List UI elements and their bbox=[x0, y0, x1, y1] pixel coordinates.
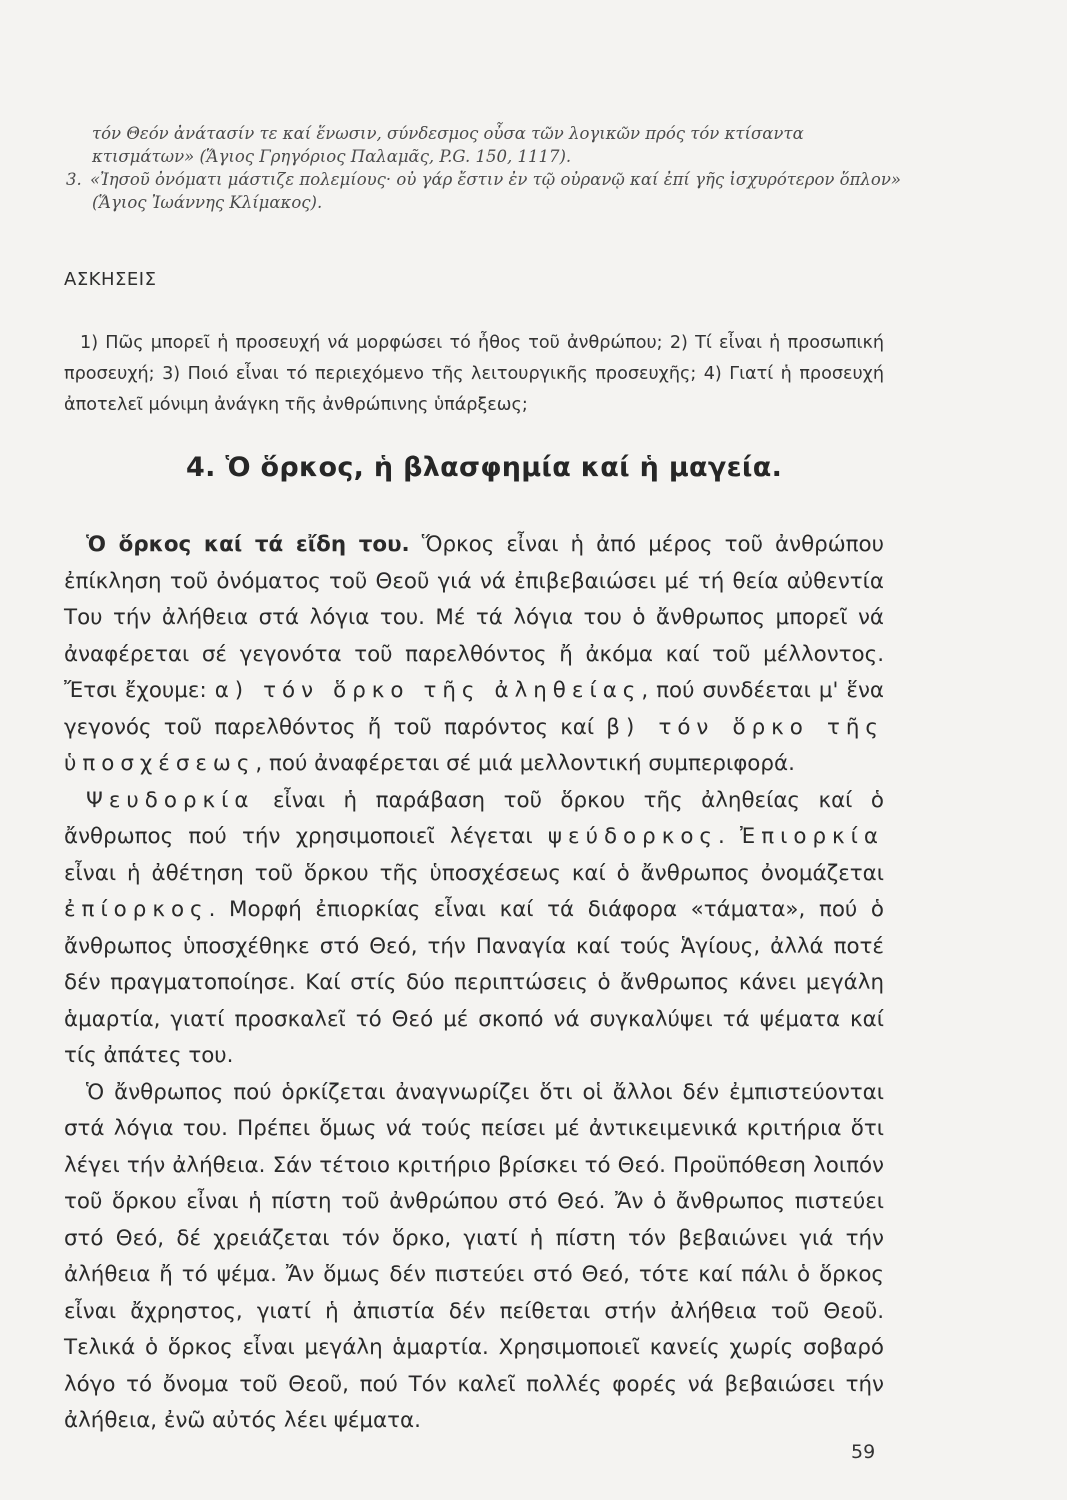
exercises-questions: 1) Πῶς μπορεῖ ἡ προσευχή νά μορφώσει τό ἦθος τοῦ ἀνθρώπου; 2) Τί εἶναι ἡ προσωπική προσευχή; 3) Ποιό εἶναι τό περιεχόμενο τῆς λειτουργικῆς προσευχῆς; 4) Γιατί ἡ προσευχή ἀποτελεῖ μόνιμη ἀνάγκη τῆς ἀνθρώπινης ὑπάρξεως; bbox=[64, 333, 884, 415]
paragraph-1-text-a: Ὅρκος εἶναι ἡ ἀπό μέρος τοῦ ἀνθρώπου ἐπίκληση τοῦ ὀνόματος τοῦ Θεοῦ γιά νά ἐπιβεβαιώσει μέ τή θεία αὐθεντία Του τήν ἀλήθεια στά λόγια του. Μέ τά λόγια του ὁ ἄνθρωπος μπορεῖ νά ἀναφέρεται σέ γεγονότα τοῦ παρελθόντος ἤ ἀκόμα καί τοῦ μέλλοντος. Ἔτσι ἔχουμε: bbox=[64, 532, 884, 703]
paragraph-oath-types bbox=[64, 527, 884, 783]
term-epiorkia: Ἐπιορκία bbox=[740, 824, 884, 849]
exercises-heading: ΑΣΚΗΣΕΙΣ bbox=[64, 269, 157, 290]
footnote-2-line-1: τόν Θεόν ἀνάτασίν τε καί ἕνωσιν, σύνδεσμος οὖσα τῶν λογικῶν πρός τόν κτίσαντα bbox=[92, 124, 804, 143]
paragraph-2-text-c: εἶναι ἡ ἀθέτηση τοῦ ὅρκου τῆς ὑποσχέσεως καί ὁ ἄνθρωπος ὀνομάζεται bbox=[64, 860, 884, 886]
footnote-2-continued bbox=[66, 122, 906, 168]
paragraph-1-text-c: , πού ἀναφέρεται σέ μιά μελλοντική συμπεριφορά. bbox=[255, 751, 795, 776]
page-number: 59 bbox=[851, 1441, 876, 1463]
paragraph-2-text-a: εἶναι ἡ παράβαση τοῦ ὅρκου τῆς ἀληθείας καί ὁ ἄνθρωπος πού τήν χρησιμοποιεῖ λέγεται bbox=[64, 787, 884, 849]
term-pseudorkos: ψεύδορκος bbox=[547, 824, 718, 849]
paragraph-subheading: Ὁ ὅρκος καί τά εἴδη του. bbox=[86, 532, 410, 557]
footnote-3-number: 3. bbox=[66, 170, 82, 189]
paragraph-1-text-b: , πού συνδέεται μ' ἕνα γεγονός τοῦ παρελθόντος ἤ τοῦ παρόντος καί bbox=[64, 678, 884, 740]
section-title: 4. Ὁ ὅρκος, ἡ βλασφημία καί ἡ μαγεία. bbox=[186, 452, 783, 483]
term-epiorkos: ἐπίορκος bbox=[64, 897, 209, 922]
paragraph-2-text-d: . Μορφή ἐπιορκίας εἶναι καί τά διάφορα «τάματα», πού ὁ ἄνθρωπος ὑποσχέθηκε στό Θεό, τήν Παναγία καί τούς Ἁγίους, ἀλλά ποτέ δέν πραγματοποίησε. Καί στίς δύο περιπτώσεις ὁ ἄνθρωπος κάνει μεγάλη ἁμαρτία, γιατί προσκαλεῖ τό Θεό μέ σκοπό νά συγκαλύψει τά ψέματα καί τίς ἀπάτες του. bbox=[64, 897, 884, 1068]
term-oath-of-promise: β) τόν ὅρκο τῆς ὑποσχέσεως bbox=[64, 714, 884, 776]
footnote-3 bbox=[66, 168, 906, 214]
paragraph-2-text-b: . bbox=[717, 824, 741, 849]
term-oath-of-truth: α) τόν ὅρκο τῆς ἀληθείας bbox=[214, 678, 642, 703]
paragraph-oath-faith: Ὁ ἄνθρωπος πού ὁρκίζεται ἀναγνωρίζει ὅτι οἱ ἄλλοι δέν ἐμπιστεύονται στά λόγια του. Πρέπει ὅμως νά τούς πείσει μέ ἀντικειμενικά κριτήρια ὅτι λέγει τήν ἀλήθεια. Σάν τέτοιο κριτήριο βρίσκει τό Θεό. Προϋπόθεση λοιπόν τοῦ ὅρκου εἶναι ἡ πίστη τοῦ ἀνθρώπου στό Θεό. Ἄν ὁ ἄνθρωπος πιστεύει στό Θεό, δέ χρειάζεται τόν ὅρκο, γιατί ἡ πίστη τόν βεβαιώνει γιά τήν ἀλήθεια ἤ τό ψέμα. Ἄν ὅμως δέν πιστεύει στό Θεό, τότε καί πάλι ὁ ὅρκος εἶναι ἄχρηστος, γιατί ἡ ἀπιστία δέν πείθεται στήν ἀλήθεια τοῦ Θεοῦ. Τελικά ὁ ὅρκος εἶναι μεγάλη ἁμαρτία. Χρησιμοποιεῖ κανείς χωρίς σοβαρό λόγο τό ὄνομα τοῦ Θεοῦ, πού Τόν καλεῖ πολλές φορές νά βεβαιώσει τήν ἀλήθεια, ἐνῶ αὐτός λέει ψέματα. bbox=[64, 1079, 884, 1433]
section-body bbox=[64, 527, 884, 1440]
footnote-3-text: «Ἰησοῦ ὀνόματι μάστιζε πολεμίους· οὐ γάρ ἔστιν ἐν τῷ οὐρανῷ καί ἐπί γῆς ἰσχυρότερον ὅπλον» (Ἅγιος Ἰωάννης Κλίμακος). bbox=[90, 170, 901, 212]
paragraph-perjury bbox=[64, 783, 884, 1075]
term-pseudorkia: Ψευδορκία bbox=[86, 787, 255, 813]
footnote-2-line-2: κτισμάτων» (Ἅγιος Γρηγόριος Παλαμᾶς, P.G. 150, 1117). bbox=[92, 147, 572, 166]
footnotes bbox=[66, 122, 906, 214]
